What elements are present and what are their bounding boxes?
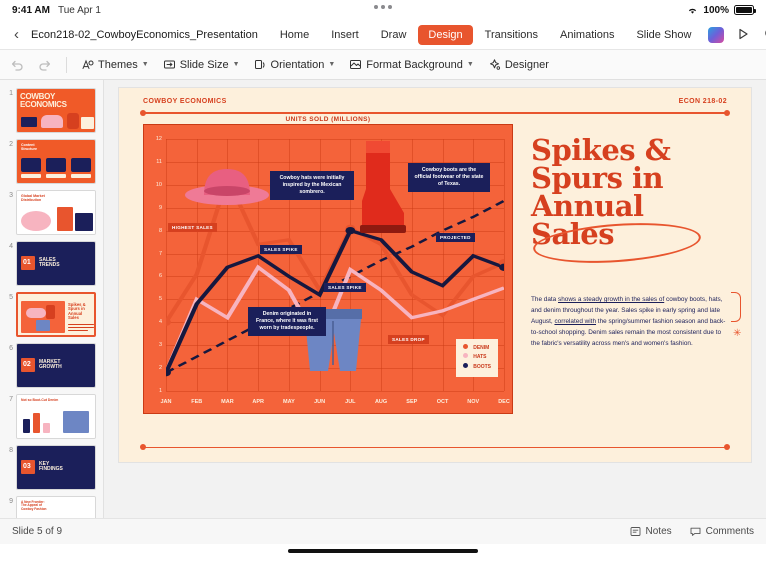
thumbnail-item-6[interactable] [0,341,103,392]
legend-label-boots: BOOTS [473,363,491,370]
chevron-down-icon: ▼ [141,61,149,68]
legend-item-hats [463,353,491,363]
highest-sales-tag[interactable]: HIGHEST SALES [168,223,217,232]
sales-line-chart[interactable] [143,116,513,414]
thumbnail-slide-1[interactable]: COWBOY ECONOMICS [16,88,96,133]
legend-item-boots [463,363,491,373]
tab-design[interactable]: Design [418,25,472,45]
x-tick-sep: SEP [406,399,418,405]
x-tick-oct: OCT [436,399,449,405]
themes-button[interactable] [81,58,149,71]
format-background-label: Format Background [366,58,463,71]
notes-button[interactable] [630,526,672,537]
chart-title: UNITS SOLD (MILLIONS) [280,115,377,124]
cowboy-boot-image [352,139,410,235]
sales-spike-tag-1[interactable]: SALES SPIKE [260,245,302,254]
multitask-dots-icon[interactable] [374,5,392,9]
headline-line-4: Sales [531,217,615,252]
y-tick-5: 5 [158,296,162,303]
boots-callout[interactable]: Cowboy boots are the official footwear of the state of Texas. [408,163,490,192]
slide-body-text[interactable] [531,294,727,349]
status-date: Tue Apr 1 [57,4,101,16]
y-tick-2: 2 [158,365,162,372]
body-text-part-2: cowboy boots, hats, and denim throughout the year. Sales spike in early spring and late August, [531,296,723,326]
thumbnail-number: 6 [9,345,13,352]
orientation-icon [254,58,267,71]
y-tick-11: 11 [156,158,162,165]
themes-icon [81,58,94,71]
battery-percent: 100% [703,4,729,16]
thumbnail-item-2[interactable] [0,137,103,188]
bracket-decoration [731,292,741,322]
body-text-underline-1: shows a steady growth in the sales of [558,296,665,303]
tab-draw[interactable]: Draw [380,28,407,41]
x-tick-aug: AUG [374,399,388,405]
slide-size-label: Slide Size [179,58,229,71]
comments-icon [690,526,701,537]
y-tick-8: 8 [158,227,162,234]
back-arrow-icon[interactable]: ‹ [14,26,19,43]
chevron-down-icon: ▼ [328,61,336,68]
thumbnail-item-4[interactable] [0,239,103,290]
orientation-button[interactable] [254,58,336,71]
notes-label: Notes [645,526,672,537]
play-icon[interactable] [736,27,752,43]
thumbnail-slide-9[interactable]: A New Frontier: The Appeal of Cowboy Fashion [16,496,96,518]
y-tick-6: 6 [158,273,162,280]
tab-animations[interactable]: Animations [560,28,615,41]
thumbnail-number: 2 [9,141,13,148]
denim-callout[interactable]: Denim originated in France, where it was first worn by tradespeople. [248,307,326,336]
thumbnail-item-7[interactable] [0,392,103,443]
projected-tag[interactable]: PROJECTED [436,233,475,242]
document-title[interactable]: Econ218-02_CowboyEconomics_Presentation [31,28,258,41]
current-slide[interactable] [119,88,751,462]
hats-callout[interactable]: Cowboy hats were initially inspired by the Mexican sombrero. [270,171,354,200]
thumbnail-slide-5[interactable]: Spikes & Spurs in Annual Sales [16,292,96,337]
x-tick-jul: JUL [345,399,356,405]
thumbnail-slide-6[interactable]: 02 MARKET GROWTH [16,343,96,388]
thumbnail-number: 4 [9,243,13,250]
format-background-icon [349,58,362,71]
headline-line-1: Spikes & [531,133,671,167]
sales-drop-tag[interactable]: SALES DROP [388,335,429,344]
tab-home[interactable]: Home [279,28,310,41]
copilot-icon[interactable] [708,27,724,43]
thumbnail-item-3[interactable] [0,188,103,239]
legend-label-hats: HATS [473,354,487,360]
ios-status-bar [0,0,766,20]
thumbnail-slide-8[interactable]: 03 KEY FINDINGS [16,445,96,490]
thumbnail-slide-3[interactable]: Global Market Distribution [16,190,96,235]
comments-label: Comments [705,526,754,537]
chevron-down-icon: ▼ [466,61,474,68]
y-tick-10: 10 [155,181,162,188]
thumbnail-item-1[interactable] [0,86,103,137]
footer-rule [143,447,727,449]
x-tick-feb: FEB [191,399,203,405]
y-tick-1: 1 [158,388,162,394]
ribbon-divider [66,57,67,73]
thumbnail-number: 7 [9,396,13,403]
designer-icon [488,58,501,71]
app-top-bar [0,20,766,50]
thumbnail-item-5[interactable] [0,290,103,341]
slide-header-left: COWBOY ECONOMICS [143,98,227,105]
legend-swatch-boots [463,363,468,368]
thumbnail-number: 5 [9,294,13,301]
home-indicator[interactable] [0,544,766,558]
comments-button[interactable] [690,526,754,537]
designer-label: Designer [504,58,549,71]
legend-swatch-denim [463,344,468,349]
legend-swatch-hats [463,353,468,358]
x-tick-jun: JUN [314,399,326,405]
x-tick-jan: JAN [160,399,172,405]
themes-label: Themes [98,58,138,71]
chevron-down-icon: ▼ [232,61,240,68]
thumbnail-number: 3 [9,192,13,199]
status-bottom-bar [0,518,766,544]
notes-icon [630,526,641,537]
sparkle-icon: ✳ [733,328,742,339]
redo-icon[interactable] [38,58,52,72]
x-tick-nov: NOV [467,399,480,405]
sales-spike-tag-2[interactable]: SALES SPIKE [324,283,366,292]
thumbnail-slide-2[interactable]: Content Structure [16,139,96,184]
body-text-underline-2: correlated with [554,318,597,326]
tab-insert[interactable]: Insert [331,28,359,41]
tab-slide-show[interactable]: Slide Show [636,28,692,41]
battery-icon [734,5,754,15]
designer-button[interactable] [488,58,549,71]
y-tick-9: 9 [158,204,162,211]
tab-transitions[interactable]: Transitions [484,28,539,41]
slide-header-right: ECON 218-02 [678,98,727,105]
headline-line-2: Spurs in [531,161,664,196]
legend-label-denim: DENIM [473,344,490,351]
status-time: 9:41 AM [12,4,50,16]
chart-legend [456,339,498,378]
x-tick-dec: DEC [498,399,510,405]
thumbnail-item-8[interactable] [0,443,103,494]
slide-size-button[interactable] [163,58,240,71]
body-text-part-1: The data [531,296,559,303]
slide-counter: Slide 5 of 9 [12,526,63,537]
headline-line-3: Annual [531,189,644,224]
thumbnail-number: 9 [9,498,13,505]
y-tick-4: 4 [158,319,162,326]
orientation-label: Orientation [270,58,325,71]
workspace [0,80,766,518]
x-tick-apr: APR [252,399,264,405]
y-tick-12: 12 [155,136,162,142]
slide-thumbnail-panel[interactable] [0,80,104,518]
thumbnail-slide-4[interactable]: 01 SALES TRENDS [16,241,96,286]
x-tick-may: MAY [283,399,295,405]
header-rule [143,112,727,114]
slide-canvas-area[interactable] [104,80,766,518]
undo-icon[interactable] [10,58,24,72]
body-text-part-3: the spring/summer fashion season and back-to-school shopping. Denim sales remain the most consistent due to the fabric's versatility across men's and women's fashion. [531,318,726,348]
thumbnail-number: 8 [9,447,13,454]
legend-item-denim [463,344,491,354]
y-tick-7: 7 [158,250,162,257]
format-background-button[interactable] [349,58,474,71]
thumbnail-slide-7[interactable]: Not so Boot-Cut Denim [16,394,96,439]
ribbon-tabs [270,25,702,45]
design-ribbon [0,50,766,80]
cowboy-hat-image [184,161,270,207]
x-tick-mar: MAR [221,399,234,405]
slide-size-icon [163,58,176,71]
slide-header [143,98,727,105]
y-tick-3: 3 [158,342,162,349]
thumbnail-number: 1 [9,90,13,97]
thumbnail-item-9[interactable] [0,494,103,518]
wifi-icon [687,6,698,15]
